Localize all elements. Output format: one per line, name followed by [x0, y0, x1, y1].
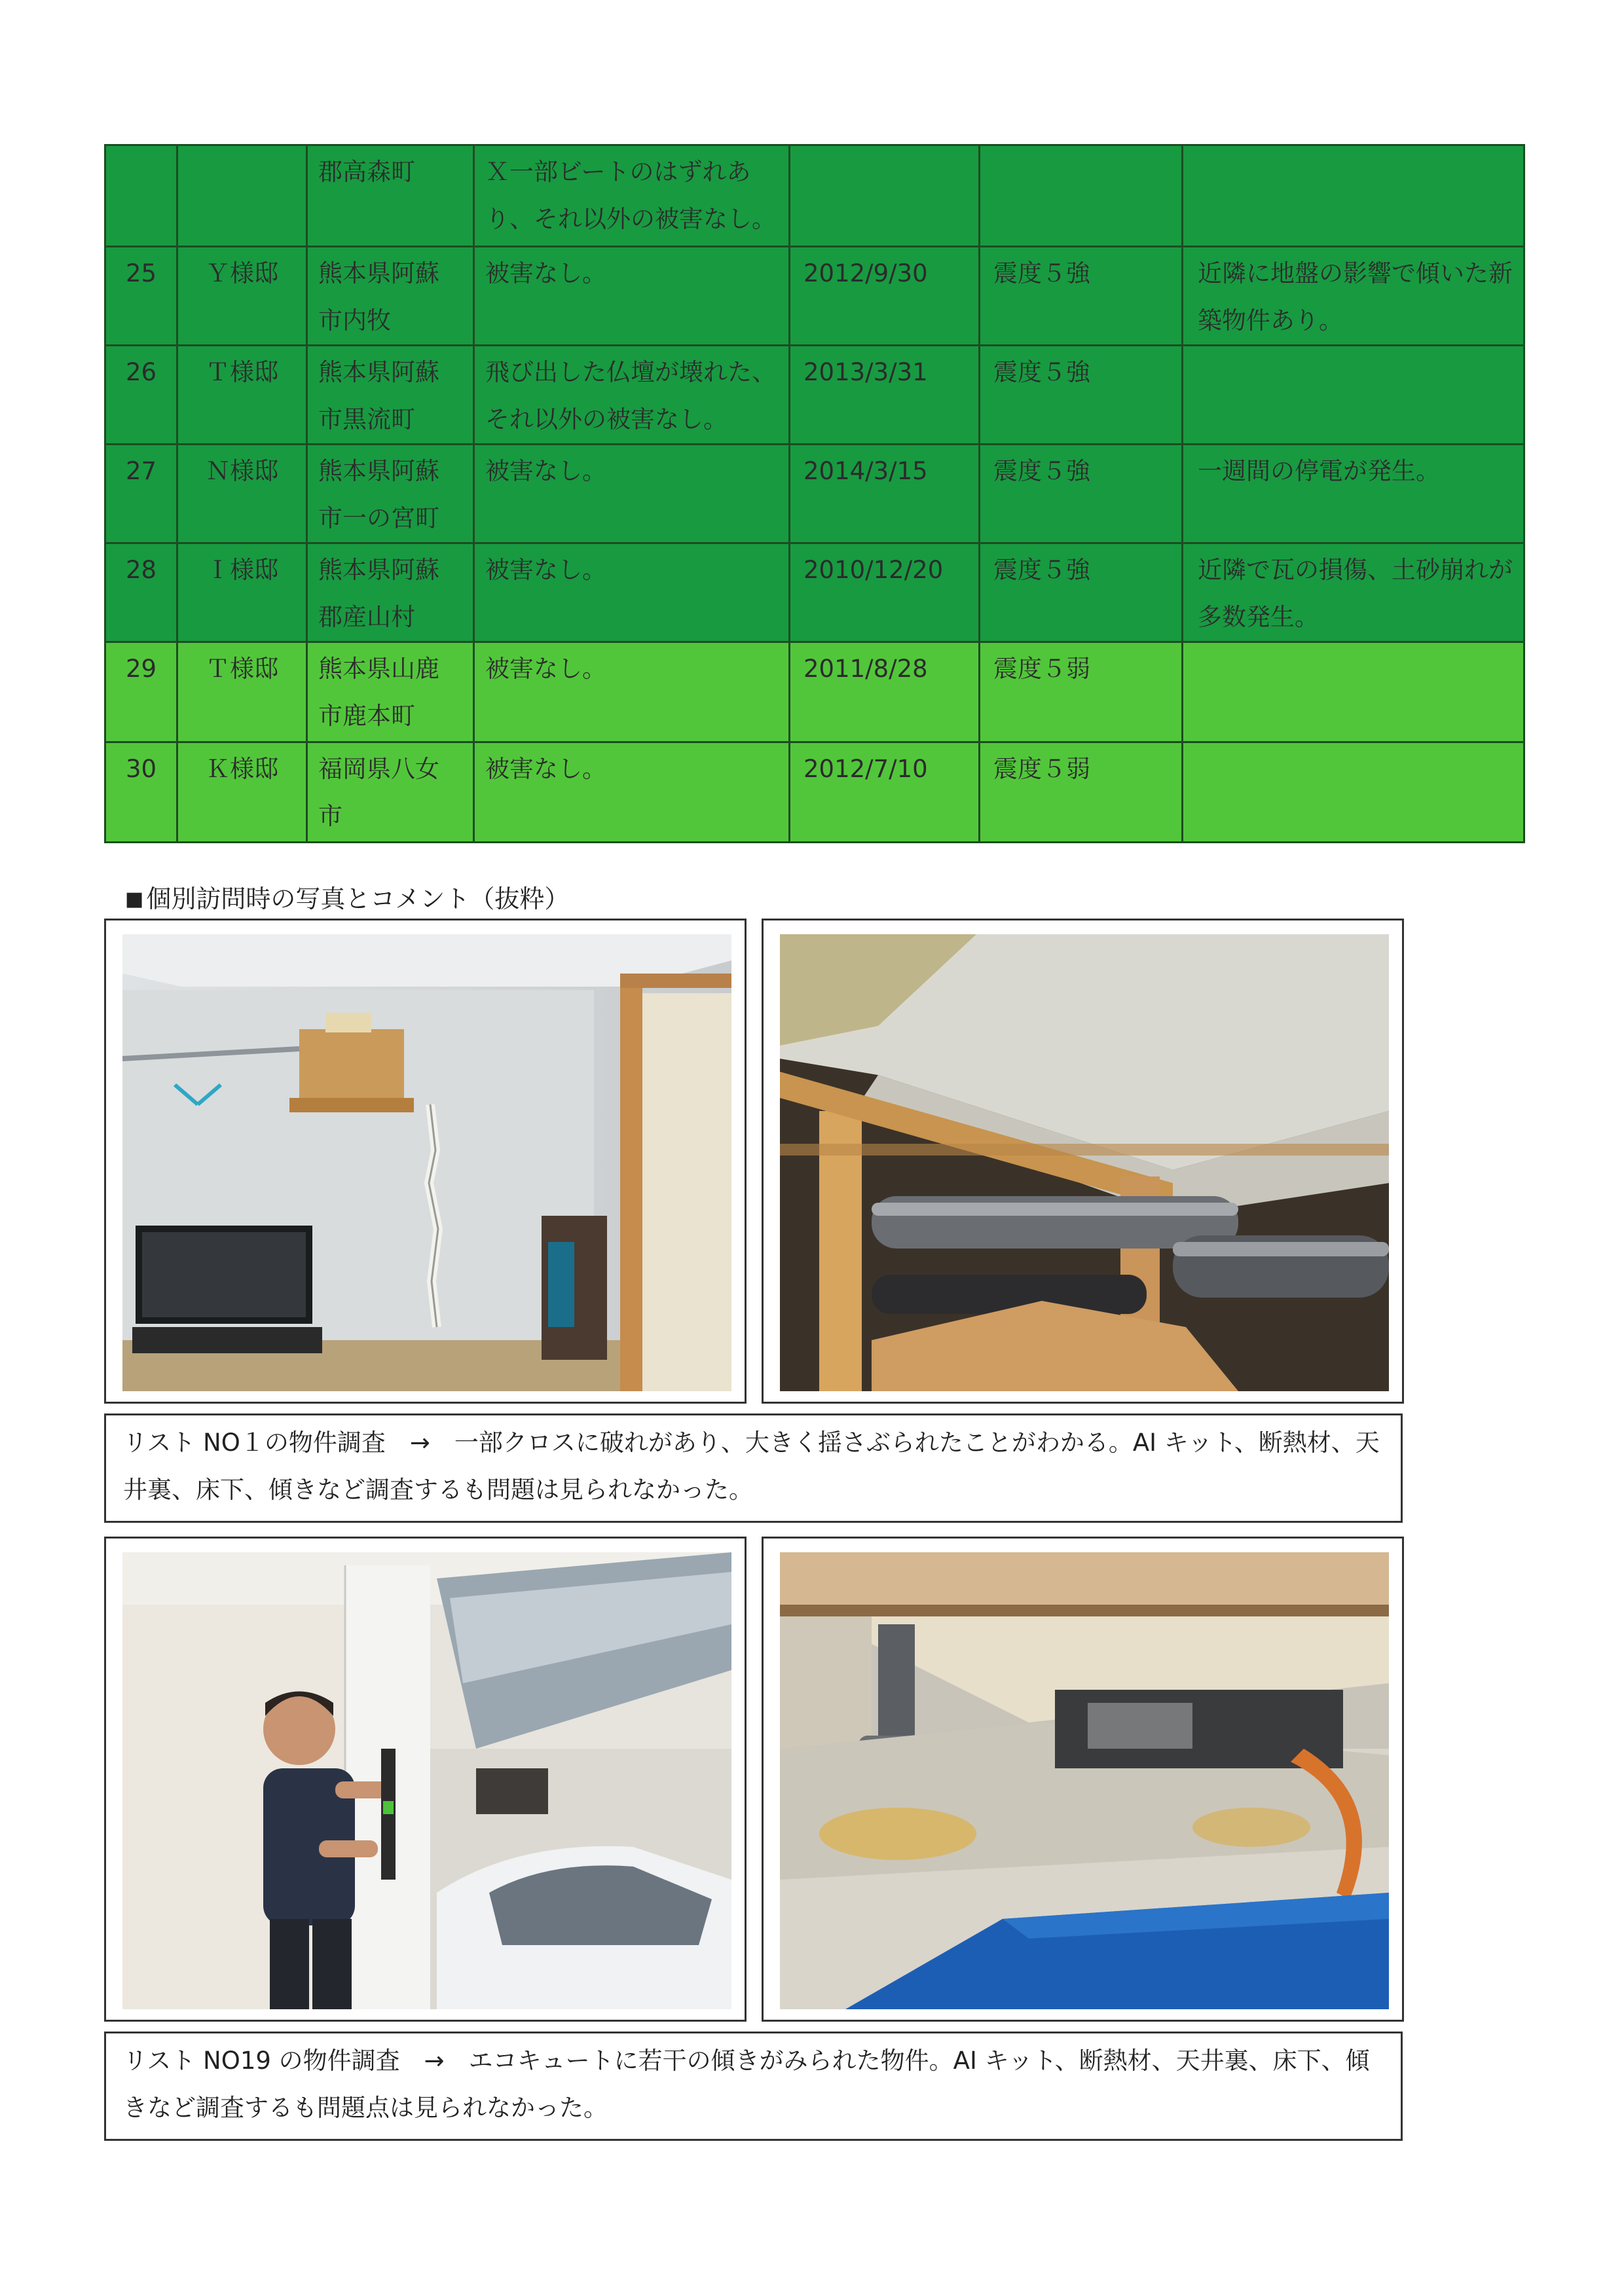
cell-damage: 被害なし。 — [474, 543, 790, 642]
cell-address: 熊本県阿蘇市一の宮町 — [307, 445, 474, 543]
cell-note: 近隣で瓦の損傷、土砂崩れが多数発生。 — [1183, 543, 1524, 642]
level-check-image — [122, 1552, 731, 2009]
cell-address: 郡高森町 — [307, 145, 474, 247]
cell-name: Ｔ様邸 — [177, 346, 307, 445]
caption-photo-set-2 — [104, 2032, 1403, 2141]
attic-image — [780, 934, 1389, 1391]
photo-room-interior — [104, 919, 747, 1404]
table-row — [105, 742, 1524, 843]
photo-underfloor — [762, 1537, 1404, 2022]
cell-damage: 被害なし。 — [474, 445, 790, 543]
cell-address: 熊本県阿蘇郡産山村 — [307, 543, 474, 642]
table-row — [105, 145, 1524, 247]
cell-name: Ｎ様邸 — [177, 445, 307, 543]
cell-damage: 被害なし。 — [474, 642, 790, 742]
cell-intensity — [980, 145, 1183, 247]
room-interior-image — [122, 934, 731, 1391]
cell-name: Ｙ様邸 — [177, 247, 307, 346]
cell-date: 2012/7/10 — [790, 742, 980, 843]
cell-date: 2010/12/20 — [790, 543, 980, 642]
cell-no: 27 — [105, 445, 177, 543]
cell-intensity: 震度５強 — [980, 247, 1183, 346]
cell-damage: 飛び出した仏壇が壊れた、それ以外の被害なし。 — [474, 346, 790, 445]
cell-note: 近隣に地盤の影響で傾いた新築物件あり。 — [1183, 247, 1524, 346]
table-row — [105, 642, 1524, 742]
cell-address: 福岡県八女市 — [307, 742, 474, 843]
cell-no: 25 — [105, 247, 177, 346]
underfloor-image — [780, 1552, 1389, 2009]
cell-damage: 被害なし。 — [474, 247, 790, 346]
cell-intensity: 震度５弱 — [980, 642, 1183, 742]
survey-table — [104, 144, 1525, 843]
cell-intensity: 震度５強 — [980, 346, 1183, 445]
cell-no — [105, 145, 177, 247]
table-row — [105, 346, 1524, 445]
cell-name: Ｋ様邸 — [177, 742, 307, 843]
cell-damage: Ｘ一部ビートのはずれあり、それ以外の被害なし。 — [474, 145, 790, 247]
cell-intensity: 震度５弱 — [980, 742, 1183, 843]
cell-note: 一週間の停電が発生。 — [1183, 445, 1524, 543]
cell-date: 2013/3/31 — [790, 346, 980, 445]
section-heading — [125, 883, 569, 918]
table-row — [105, 543, 1524, 642]
cell-date: 2011/8/28 — [790, 642, 980, 742]
cell-address: 熊本県山鹿市鹿本町 — [307, 642, 474, 742]
caption-2-text: リスト NO19 の物件調査 → エコキュートに若干の傾きがみられた物件。AI キット、断熱材、天井裏、床下、傾きなど調査するも問題点は見られなかった。 — [123, 2047, 1370, 2122]
cell-note — [1183, 642, 1524, 742]
photo-attic — [762, 919, 1404, 1404]
photo-level-check — [104, 1537, 747, 2022]
cell-no: 29 — [105, 642, 177, 742]
cell-intensity: 震度５強 — [980, 543, 1183, 642]
cell-date: 2014/3/15 — [790, 445, 980, 543]
black-square-icon: ■ — [125, 888, 144, 911]
caption-photo-set-1 — [104, 1413, 1403, 1523]
table-row — [105, 247, 1524, 346]
cell-address: 熊本県阿蘇市内牧 — [307, 247, 474, 346]
caption-1-text: リスト NO１の物件調査 → 一部クロスに破れがあり、大きく揺さぶられたことがわかる。AI キット、断熱材、天井裏、床下、傾きなど調査するも問題は見られなかった。 — [123, 1429, 1380, 1504]
cell-name — [177, 145, 307, 247]
cell-name: Ｉ様邸 — [177, 543, 307, 642]
table-row — [105, 445, 1524, 543]
cell-no: 30 — [105, 742, 177, 843]
cell-no: 26 — [105, 346, 177, 445]
cell-note — [1183, 742, 1524, 843]
cell-no: 28 — [105, 543, 177, 642]
cell-date — [790, 145, 980, 247]
cell-date: 2012/9/30 — [790, 247, 980, 346]
table-body — [105, 145, 1524, 843]
cell-damage: 被害なし。 — [474, 742, 790, 843]
cell-note — [1183, 346, 1524, 445]
cell-address: 熊本県阿蘇市黒流町 — [307, 346, 474, 445]
cell-intensity: 震度５強 — [980, 445, 1183, 543]
section-heading-text: 個別訪問時の写真とコメント（抜粋） — [146, 884, 570, 913]
cell-note — [1183, 145, 1524, 247]
cell-name: Ｔ様邸 — [177, 642, 307, 742]
